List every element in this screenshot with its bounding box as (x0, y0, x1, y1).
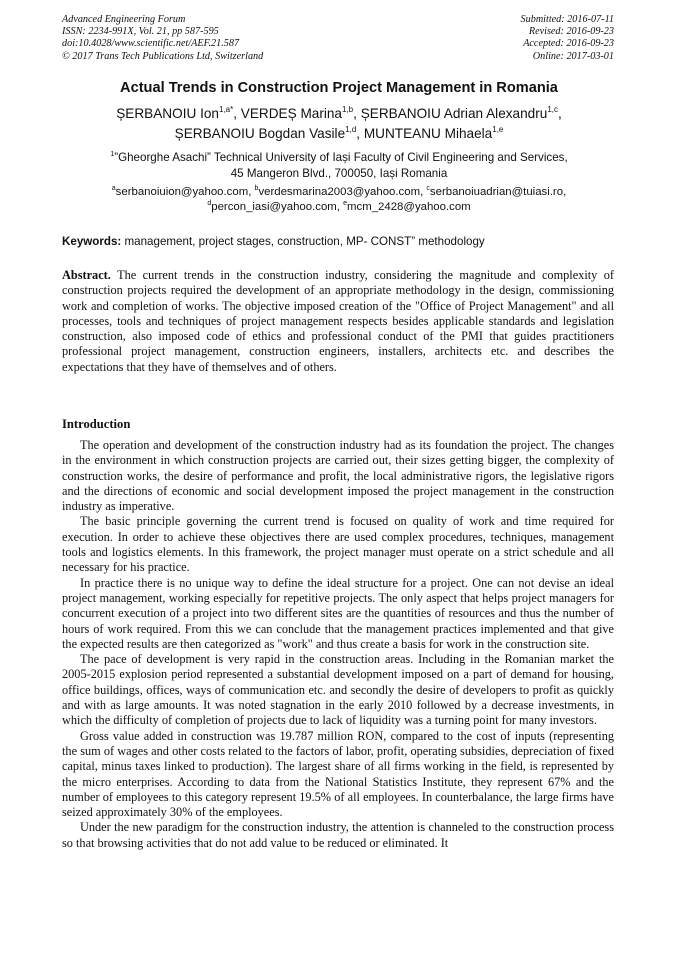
author: MUNTEANU Mihaela$^{1,e}$ (363, 125, 504, 141)
author-emails: $^a$serbanoiuion@yahoo.com, $^b$verdesmarina2003@yahoo.com, $^c$serbanoiuadrian@tuiasi.ro, $^d$percon_iasi@yahoo.com, $^e$mcm_2428@yahoo.com (111, 185, 567, 213)
email[interactable]: $^a$serbanoiuion@yahoo.com (111, 185, 249, 198)
author: ȘERBANOIU Ion$^{1,a*}$, (116, 105, 241, 121)
affiliation: $^1$”Gheorghe Asachi” Technical University of Iași Faculty of Civil Engineering and Services, 45 Mangeron Blvd., 700050, Iași Romania (110, 151, 568, 180)
author-list (20, 104, 658, 144)
date-submitted: Submitted: 2016-07-11 (520, 14, 614, 25)
abstract-text: The current trends in the construction industry, considering the magnitude and complexity of construction projects required the development of an appropriate methodology in the design, commissioning work and completion of works. The objective imposed creation of the "Office of Project Management" and all processes, tools and techniques of project management respects besides applicable standards and legislation construction, also imposed code of ethics and professional conduct of the PMI that guides practitioners professional project management, construction engineers, installers, architects etc. and describes the expectations that they have of themselves and of others. (62, 268, 614, 374)
paragraph: The basic principle governing the current trend is focused on quality of work and time required for execution. In order to achieve these objectives there are used complex procedures, techniques, management tools and logistics elements. In this framework, the project manager must operate on a strict schedule and all necessary for his practice. (62, 514, 614, 575)
keywords-text: management, project stages, construction, MP- CONST” methodology (121, 235, 485, 248)
email[interactable]: $^c$serbanoiuadrian@tuiasi.ro (426, 185, 564, 198)
keywords (62, 235, 622, 248)
paragraph: In practice there is no unique way to define the ideal structure for a project. One can not devise an ideal project management, working especially for repetitive projects. The only aspect that helps project managers for concurrent execution of a project into two different sites are the quantities of resources and thus the number of hours of work required. From this we can conclude that the management practices implemented and that give the expected results are then categorized as "work" and thus create a basis for work in the construction site. (62, 575, 614, 651)
paragraph: The operation and development of the construction industry had as its foundation the project. The changes in the environment in which construction projects are carried out, their sizes getting bigger, the complexity of construction works, the desire of performance and profit, the local administrative rigors, the legislative rigors and the directions of economic and social development imposed the project management in the construction industry as imperative. (62, 438, 614, 514)
journal-issn: ISSN: 2234-991X, Vol. 21, pp 587-595 (62, 26, 219, 38)
journal-doi: doi:10.4028/www.scientific.net/AEF.21.587 (62, 38, 240, 50)
paragraph: The pace of development is very rapid in the construction areas. Including in the Romanian market the 2005-2015 explosion period represented a substantial development imposed on a part of demand for housing, office buildings, offices, ways of communication etc. and secondly the desire of developers to profit as quickly and with as large amounts. It was noted stagnation in the early 2010 followed by a decrease investments, in which the difficulty of completion of projects due to lack of liquidity was a turning point for many investors. (62, 652, 614, 728)
journal-name: Advanced Engineering Forum (62, 14, 186, 25)
paragraph: Under the new paradigm for the construction industry, the attention is channeled to the construction process so that browsing activities that do not add value to be reduced or eliminated. It (62, 820, 614, 850)
paper-title: Actual Trends in Construction Project Management in Romania (120, 80, 558, 96)
date-accepted: Accepted: 2016-09-23 (523, 38, 614, 50)
keywords-label: Keywords: (62, 235, 122, 248)
journal-info (62, 14, 263, 63)
date-revised: Revised: 2016-09-23 (528, 26, 614, 38)
introduction-body (62, 438, 614, 851)
abstract-label: Abstract. (62, 268, 111, 282)
publication-dates (521, 14, 614, 63)
date-online: Online: 2017-03-01 (532, 50, 614, 62)
author: VERDEȘ Marina$^{1,b}$, (240, 105, 361, 121)
section-heading-introduction: Introduction (62, 417, 131, 431)
email[interactable]: $^d$percon_iasi@yahoo.com (207, 200, 337, 213)
abstract (62, 268, 614, 375)
journal-copyright: © 2017 Trans Tech Publications Ltd, Switzerland (62, 50, 264, 62)
paragraph: Gross value added in construction was 19.787 million RON, compared to the cost of inputs (representing the sum of wages and other costs related to the factors of labor, profit, operating subsidies, depreciation of fixed capital, minus taxes linked to production). The largest share of all firms working in the field, is represented by the micro enterprises. According to data from the National Statistics Institute, they represent 67% and the number of employees to this category represent 19.5% of all employees. In counterbalance, the large firms have seized approximately 30% of the employees. (62, 728, 614, 820)
author: ȘERBANOIU Adrian Alexandru$^{1,c}$, (360, 105, 562, 121)
email[interactable]: $^b$verdesmarina2003@yahoo.com (254, 185, 421, 198)
email[interactable]: $^e$mcm_2428@yahoo.com (343, 200, 471, 213)
author: ȘERBANOIU Bogdan Vasile$^{1,d}$, (174, 125, 364, 141)
